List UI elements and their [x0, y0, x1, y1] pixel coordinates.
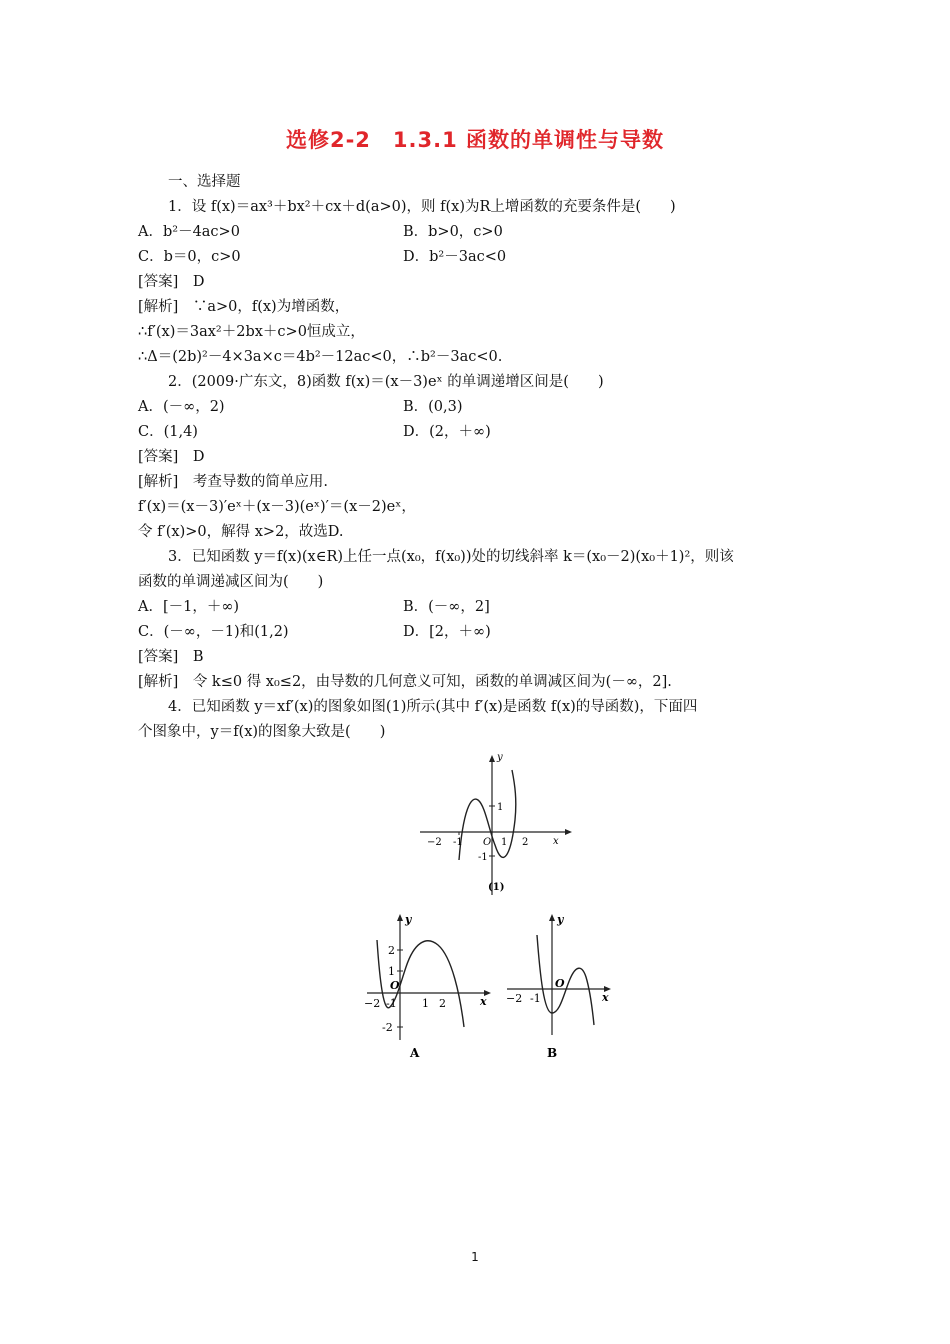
q1-option-c: C．b＝0，c>0	[138, 249, 241, 265]
q1-option-a: A．b²－4ac>0	[138, 224, 240, 240]
figA-y-label: y	[405, 913, 412, 926]
q2-option-d: D．(2，＋∞)	[403, 424, 491, 440]
q1-explanation-1: [解析] ∵a>0，f(x)为增函数，	[138, 299, 350, 315]
q1-answer: [答案] D	[138, 274, 205, 290]
q3-option-a: A．[－1，＋∞)	[138, 599, 240, 615]
q1-option-b: B．b>0，c>0	[403, 224, 503, 240]
figA-x-label: x	[480, 995, 487, 1008]
q3-stem-2: 函数的单调递减区间为( )	[138, 574, 324, 590]
q2-option-a: A．(－∞，2)	[138, 399, 225, 415]
figB-y-label: y	[557, 913, 564, 926]
figB-x-label: x	[602, 991, 609, 1004]
q3-answer: [答案] B	[138, 649, 204, 665]
figA-tick-label-xm2: −2	[364, 997, 381, 1010]
figure-1-graph	[415, 750, 575, 900]
q1-stem: 1．设 f(x)＝ax³＋bx²＋cx＋d(a>0)，则 f(x)为R上增函数的充要条件是( )	[168, 199, 676, 215]
fig1-tick-label-xm1: -1	[453, 837, 463, 848]
figure-b-graph	[502, 905, 622, 1065]
q1-explanation-2: ∴f′(x)＝3ax²＋2bx＋c>0恒成立，	[138, 324, 365, 340]
figB-origin: O	[555, 977, 565, 990]
fig1-origin: O	[483, 837, 492, 848]
figB-tick-label-xm2: −2	[506, 992, 523, 1005]
q1-explanation-3: ∴Δ＝(2b)²－4×3a×c＝4b²－12ac<0，∴b²－3ac<0.	[138, 349, 503, 365]
q3-option-b: B．(－∞，2]	[403, 599, 490, 615]
q2-stem: 2．(2009·广东文，8)函数 f(x)＝(x－3)eˣ 的单调递增区间是( )	[168, 374, 604, 390]
figA-caption: A	[410, 1046, 420, 1060]
q3-stem-1: 3．已知函数 y＝f(x)(x∈R)上任一点(x₀，f(x₀))处的切线斜率 k＝(x₀－2)(x₀＋1)²，则该	[168, 549, 734, 565]
figB-caption: B	[547, 1046, 558, 1060]
figure-a-graph	[362, 905, 502, 1065]
figA-origin: O	[390, 979, 400, 992]
fig1-x-arrow	[565, 829, 572, 835]
figA-tick-label-1: 1	[388, 965, 395, 978]
fig1-tick-label-x1: 1	[501, 837, 508, 848]
page-number: 1	[471, 1250, 479, 1264]
figB-y-arrow	[549, 914, 555, 921]
fig1-y-label: y	[497, 752, 503, 763]
q2-explanation-3: 令 f′(x)>0，解得 x>2，故选D.	[138, 524, 344, 540]
fig1-tick-label-1: 1	[497, 802, 504, 813]
fig1-tick-label-x2: 2	[522, 837, 529, 848]
q4-stem-2: 个图象中，y＝f(x)的图象大致是( )	[138, 724, 386, 740]
figA-tick-label-2: 2	[388, 944, 395, 957]
q2-explanation-1: [解析] 考查导数的简单应用.	[138, 474, 328, 490]
q2-option-c: C．(1,4)	[138, 424, 198, 440]
q2-option-b: B．(0,3)	[403, 399, 463, 415]
figB-tick-label-xm1: -1	[530, 992, 541, 1005]
q3-option-c: C．(－∞，－1)和(1,2)	[138, 624, 289, 640]
figA-y-arrow	[397, 914, 403, 921]
fig1-caption: (1)	[488, 882, 505, 893]
fig1-tick-label-m1: -1	[478, 852, 488, 863]
figA-tick-label-x1: 1	[422, 997, 429, 1010]
figB-curve	[537, 935, 594, 1025]
q1-option-d: D．b²－3ac<0	[403, 249, 507, 265]
section-heading: 一、选择题	[168, 174, 241, 190]
q3-option-d: D．[2，＋∞)	[403, 624, 491, 640]
figA-tick-label-m2: -2	[382, 1021, 393, 1034]
figA-tick-label-xm1: -1	[386, 997, 397, 1010]
fig1-x-label: x	[553, 836, 559, 847]
q3-explanation-1: [解析] 令 k≤0 得 x₀≤2，由导数的几何意义可知，函数的单调减区间为(－∞，2].	[138, 674, 672, 690]
q2-explanation-2: f′(x)＝(x－3)′eˣ＋(x－3)(eˣ)′＝(x－2)eˣ，	[138, 499, 416, 515]
page-title: 选修2-2 1.3.1 函数的单调性与导数	[285, 128, 665, 152]
figA-tick-label-x2: 2	[439, 997, 446, 1010]
q4-stem-1: 4．已知函数 y＝xf′(x)的图象如图(1)所示(其中 f′(x)是函数 f(x)的导函数)，下面四	[168, 699, 698, 715]
fig1-tick-label-xm2: −2	[427, 837, 442, 848]
fig1-y-arrow	[489, 755, 495, 762]
q2-answer: [答案] D	[138, 449, 205, 465]
